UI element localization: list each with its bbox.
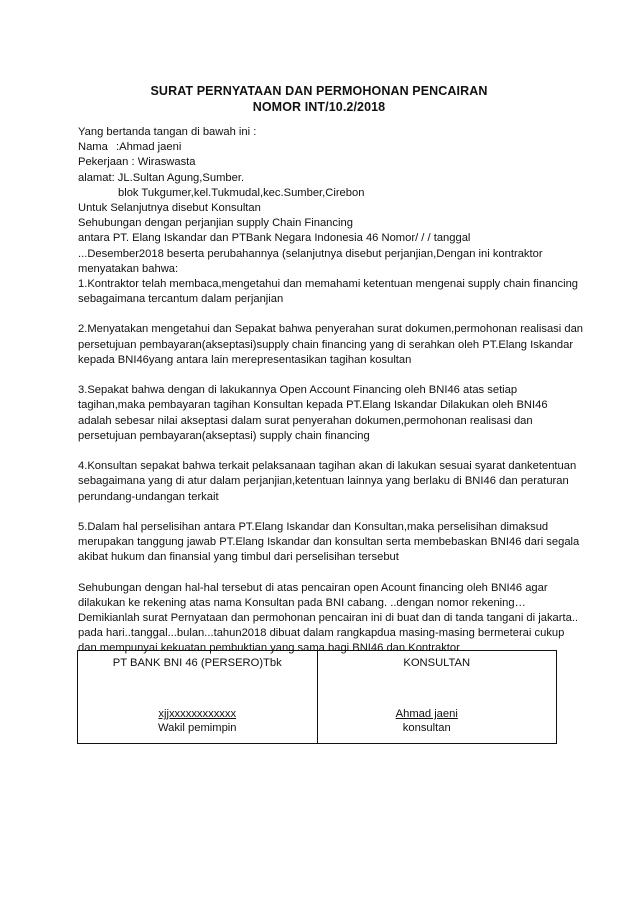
bank-signatory-role: Wakil pemimpin (157, 722, 237, 734)
closing-line: pada hari..tanggal...bulan...tahun2018 dibuat dalam rangkapdua masing-masing bermeterai cukup (78, 627, 565, 640)
point-4-line: 4.Konsultan sepakat bahwa terkait pelaksanaan tagihan akan di lakukan sesuai syarat danketentuan (78, 460, 577, 473)
nama-label: Nama (78, 141, 108, 154)
nama-value: :Ahmad jaeni (116, 141, 182, 154)
point-2-line: persetujuan pembayaran(akseptasi)supply chain financing yang di serahkan oleh PT.Elang Iskandar (78, 338, 574, 351)
signature-bank-cell (78, 651, 317, 743)
bank-signature-heading: PT BANK BNI 46 (PERSERO)Tbk (112, 657, 282, 669)
consultant-signature-heading: KONSULTAN (403, 657, 471, 669)
closing-line: Demikianlah surat Pernyataan dan permohonan pencairan ini di buat dan di tanda tangani di jakarta.. (78, 612, 579, 624)
signature-consultant-cell (317, 651, 557, 743)
consultant-signatory-name: Ahmad jaeni (395, 708, 458, 720)
point-3-line: 3.Sepakat bahwa dengan di lakukannya Open Account Financing oleh BNI46 atas setiap (78, 384, 518, 397)
intro-line: Yang bertanda tangan di bawah ini : (78, 126, 257, 138)
consultant-signatory-role: konsultan (402, 722, 451, 734)
point-5-line: akibat hukum dan finansial yang timbul dari perselisihan tersebut (78, 551, 399, 564)
bank-signatory-name: xjjxxxxxxxxxxxx (158, 708, 237, 720)
closing-line: dan mempunyai kekuatan pembuktian yang sama bagi BNI46 dan Kontraktor (78, 642, 460, 655)
signature-table (77, 650, 557, 744)
nama-row (78, 140, 578, 155)
intro-line: menyatakan bahwa: (78, 262, 179, 275)
point-4-line: perundang-undangan terkait (78, 490, 219, 503)
document-body (78, 125, 584, 657)
pekerjaan-line: Pekerjaan : Wiraswasta (78, 156, 196, 169)
document-number: NOMOR INT/10.2/2018 (252, 100, 386, 114)
point-5-line: merupakan tanggung jawab PT.Elang Iskandar dan konsultan serta membebaskan BNI46 dari segala (78, 536, 580, 549)
point-5-line: 5.Dalam hal perselisihan antara PT.Elang Iskandar dan Konsultan,maka perselisihan dimaksud (78, 520, 549, 533)
intro-line: Untuk Selanjutnya disebut Konsultan (78, 201, 261, 214)
point-2-line: kepada BNI46yang antara lain merepresentasikan tagihan kosultan (78, 353, 412, 366)
point-4-line: sebagaimana yang di atur dalam perjanjian,ketentuan lainnya yang berlaku di BNI46 dan peraturan (78, 475, 569, 488)
alamat-line: alamat: JL.Sultan Agung,Sumber. (78, 171, 245, 184)
intro-line: antara PT. Elang Iskandar dan PTBank Negara Indonesia 46 Nomor/ / / tanggal (78, 232, 471, 245)
closing-line: Sehubungan dengan hal-hal tersebut di atas pencairan open Acount financing oleh BNI46 agar (78, 581, 548, 594)
point-1-line: sebagaimana tercantum dalam perjanjian (78, 293, 284, 306)
point-1-line: 1.Kontraktor telah membaca,mengetahui dan memahami ketentuan mengenai supply chain financing (78, 277, 579, 290)
closing-line: dilakukan ke rekening atas nama Konsultan pada BNI cabang. ..dengan nomor rekening… (78, 596, 526, 609)
point-3-line: persetujuan pembayaran(akseptasi) supply chain financing (78, 429, 370, 442)
intro-line: Sehubungan dengan perjanjian supply Chain Financing (78, 217, 353, 230)
intro-line: ...Desember2018 beserta perubahannya (selanjutnya disebut perjanjian,Dengan ini kontraktor (78, 247, 543, 260)
alamat-line-2: blok Tukgumer,kel.Tukmudal,kec.Sumber,Cirebon (118, 186, 365, 199)
point-3-line: adalah sebesar nilai akseptasi dalam surat penyerahan dokumen,permohonan realisasi dan (78, 414, 533, 427)
point-2-line: 2.Menyatakan mengetahui dan Sepakat bahwa penyerahan surat dokumen,permohonan realisasi dan (78, 323, 584, 336)
point-3-line: tagihan,maka pembayaran tagihan Konsultan kepada PT.Elang Iskandar Dilakukan oleh BNI46 (78, 399, 548, 412)
document-title: SURAT PERNYATAAN DAN PERMOHONAN PENCAIRAN (150, 84, 488, 98)
